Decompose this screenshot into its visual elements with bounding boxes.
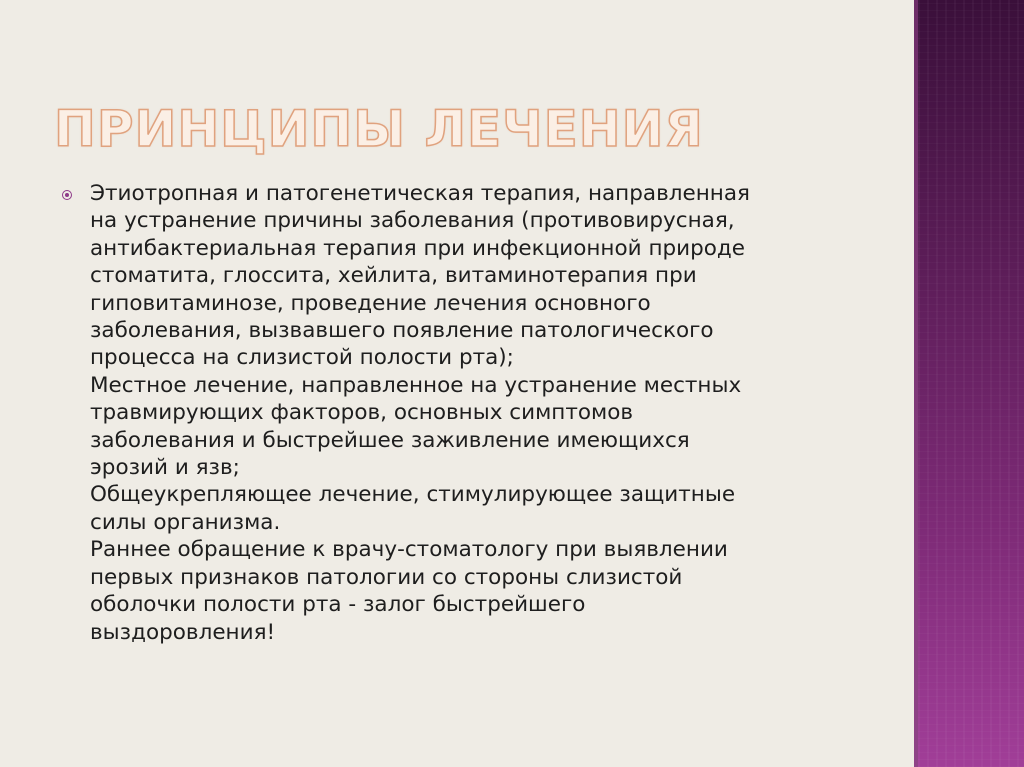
text-line: антибактериальная терапия при инфекционной природе [90, 235, 746, 261]
text-line: заболевания и быстрейшее заживление имеющихся [90, 427, 690, 453]
text-line: оболочки полости рта - залог быстрейшего [90, 592, 586, 618]
text-line: процесса на слизистой полости рта); [90, 345, 514, 371]
band-edge [914, 0, 918, 767]
text-line: эрозий и язв; [90, 455, 240, 481]
circle-bullet-icon [62, 190, 72, 200]
text-line: заболевания, вызвавшего появление патологического [90, 318, 714, 344]
text-line: выздоровления! [90, 619, 276, 645]
text-line: силы организма. [90, 509, 281, 535]
text-line: стоматита, глоссита, хейлита, витаминотерапия при [90, 263, 697, 289]
text-line: первых признаков патологии со стороны слизистой [90, 564, 683, 590]
text-line: Общеукрепляющее лечение, стимулирующее защитные [90, 482, 736, 508]
text-line: гиповитаминозе, проведение лечения основного [90, 290, 651, 316]
text-line: на устранение причины заболевания (противовирусная, [90, 208, 735, 234]
slide-title: ПРИНЦИПЫ ЛЕЧЕНИЯ [54, 100, 704, 158]
text-line: травмирующих факторов, основных симптомов [90, 400, 634, 426]
text-line: Раннее обращение к врачу-стоматологу при выявлении [90, 537, 728, 563]
text-line: Этиотропная и патогенетическая терапия, направленная [90, 181, 750, 206]
text-line: Местное лечение, направленное на устранение местных [90, 372, 742, 398]
band-texture-horizontal [918, 0, 1024, 767]
bullet-item [90, 180, 750, 646]
decorative-side-band [914, 0, 1024, 767]
